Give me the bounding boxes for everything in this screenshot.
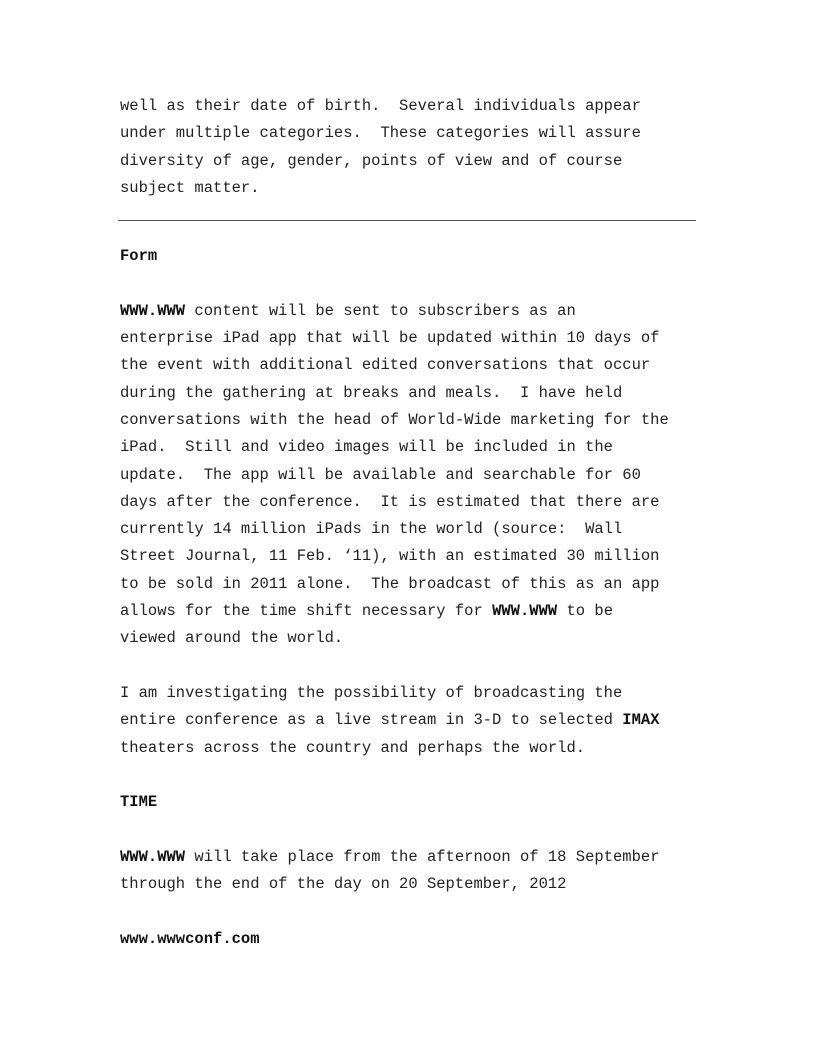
form-paragraph-2 xyxy=(120,680,700,762)
paragraph-line xyxy=(120,707,700,734)
intro-line: diversity of age, gender, points of view and of course xyxy=(120,151,623,170)
paragraph-line xyxy=(120,298,700,325)
form-heading-text: Form xyxy=(120,247,158,266)
intro-paragraph xyxy=(120,93,700,202)
spacer xyxy=(120,653,700,680)
document-page xyxy=(120,93,700,953)
form-paragraph-1 xyxy=(120,298,700,653)
spacer xyxy=(120,762,700,789)
time-heading xyxy=(120,789,700,816)
paragraph-line: currently 14 million iPads in the world (source: Wall xyxy=(120,520,623,539)
horizontal-rule xyxy=(118,220,696,221)
brand-name: WWW.WWW xyxy=(120,301,186,320)
line-text: content will be sent to subscribers as an xyxy=(185,301,576,320)
paragraph-line: conversations with the head of World-Wide marketing for the xyxy=(120,410,669,429)
paragraph-line: the event with additional edited conversations that occur xyxy=(120,356,651,375)
spacer xyxy=(120,816,700,843)
line-text: allows for the time shift necessary for xyxy=(120,602,493,621)
line-text: will take place from the afternoon of 18 September xyxy=(185,847,660,866)
spacer xyxy=(120,898,700,925)
time-heading-text: TIME xyxy=(120,793,158,812)
line-text: to be xyxy=(557,602,613,621)
paragraph-line: days after the conference. It is estimated that there are xyxy=(120,492,660,511)
paragraph-line: update. The app will be available and searchable for 60 xyxy=(120,465,641,484)
paragraph-line: to be sold in 2011 alone. The broadcast of this as an app xyxy=(120,574,660,593)
paragraph-line xyxy=(120,844,700,871)
website-line xyxy=(120,926,700,953)
form-heading xyxy=(120,243,700,270)
intro-line: well as their date of birth. Several individuals appear xyxy=(120,97,641,115)
paragraph-line: iPad. Still and video images will be included in the xyxy=(120,438,613,457)
intro-line: under multiple categories. These categories will assure xyxy=(120,124,641,143)
spacer xyxy=(120,270,700,297)
imax-label: IMAX xyxy=(622,711,660,730)
paragraph-line: Street Journal, 11 Feb. ‘11), with an estimated 30 million xyxy=(120,547,660,566)
paragraph-line: I am investigating the possibility of broadcasting the xyxy=(120,683,623,702)
time-paragraph xyxy=(120,844,700,899)
brand-name: WWW.WWW xyxy=(120,847,186,866)
paragraph-line xyxy=(120,598,700,625)
paragraph-line: during the gathering at breaks and meals. I have held xyxy=(120,383,623,402)
intro-line: subject matter. xyxy=(120,178,260,197)
paragraph-line: enterprise iPad app that will be updated within 10 days of xyxy=(120,329,660,348)
paragraph-line: theaters across the country and perhaps the world. xyxy=(120,738,586,757)
paragraph-line: through the end of the day on 20 September, 2012 xyxy=(120,875,567,894)
website-url: www.wwwconf.com xyxy=(120,929,260,948)
paragraph-line: viewed around the world. xyxy=(120,629,344,648)
line-text: entire conference as a live stream in 3-D to selected xyxy=(120,711,623,730)
brand-name: WWW.WWW xyxy=(492,602,558,621)
